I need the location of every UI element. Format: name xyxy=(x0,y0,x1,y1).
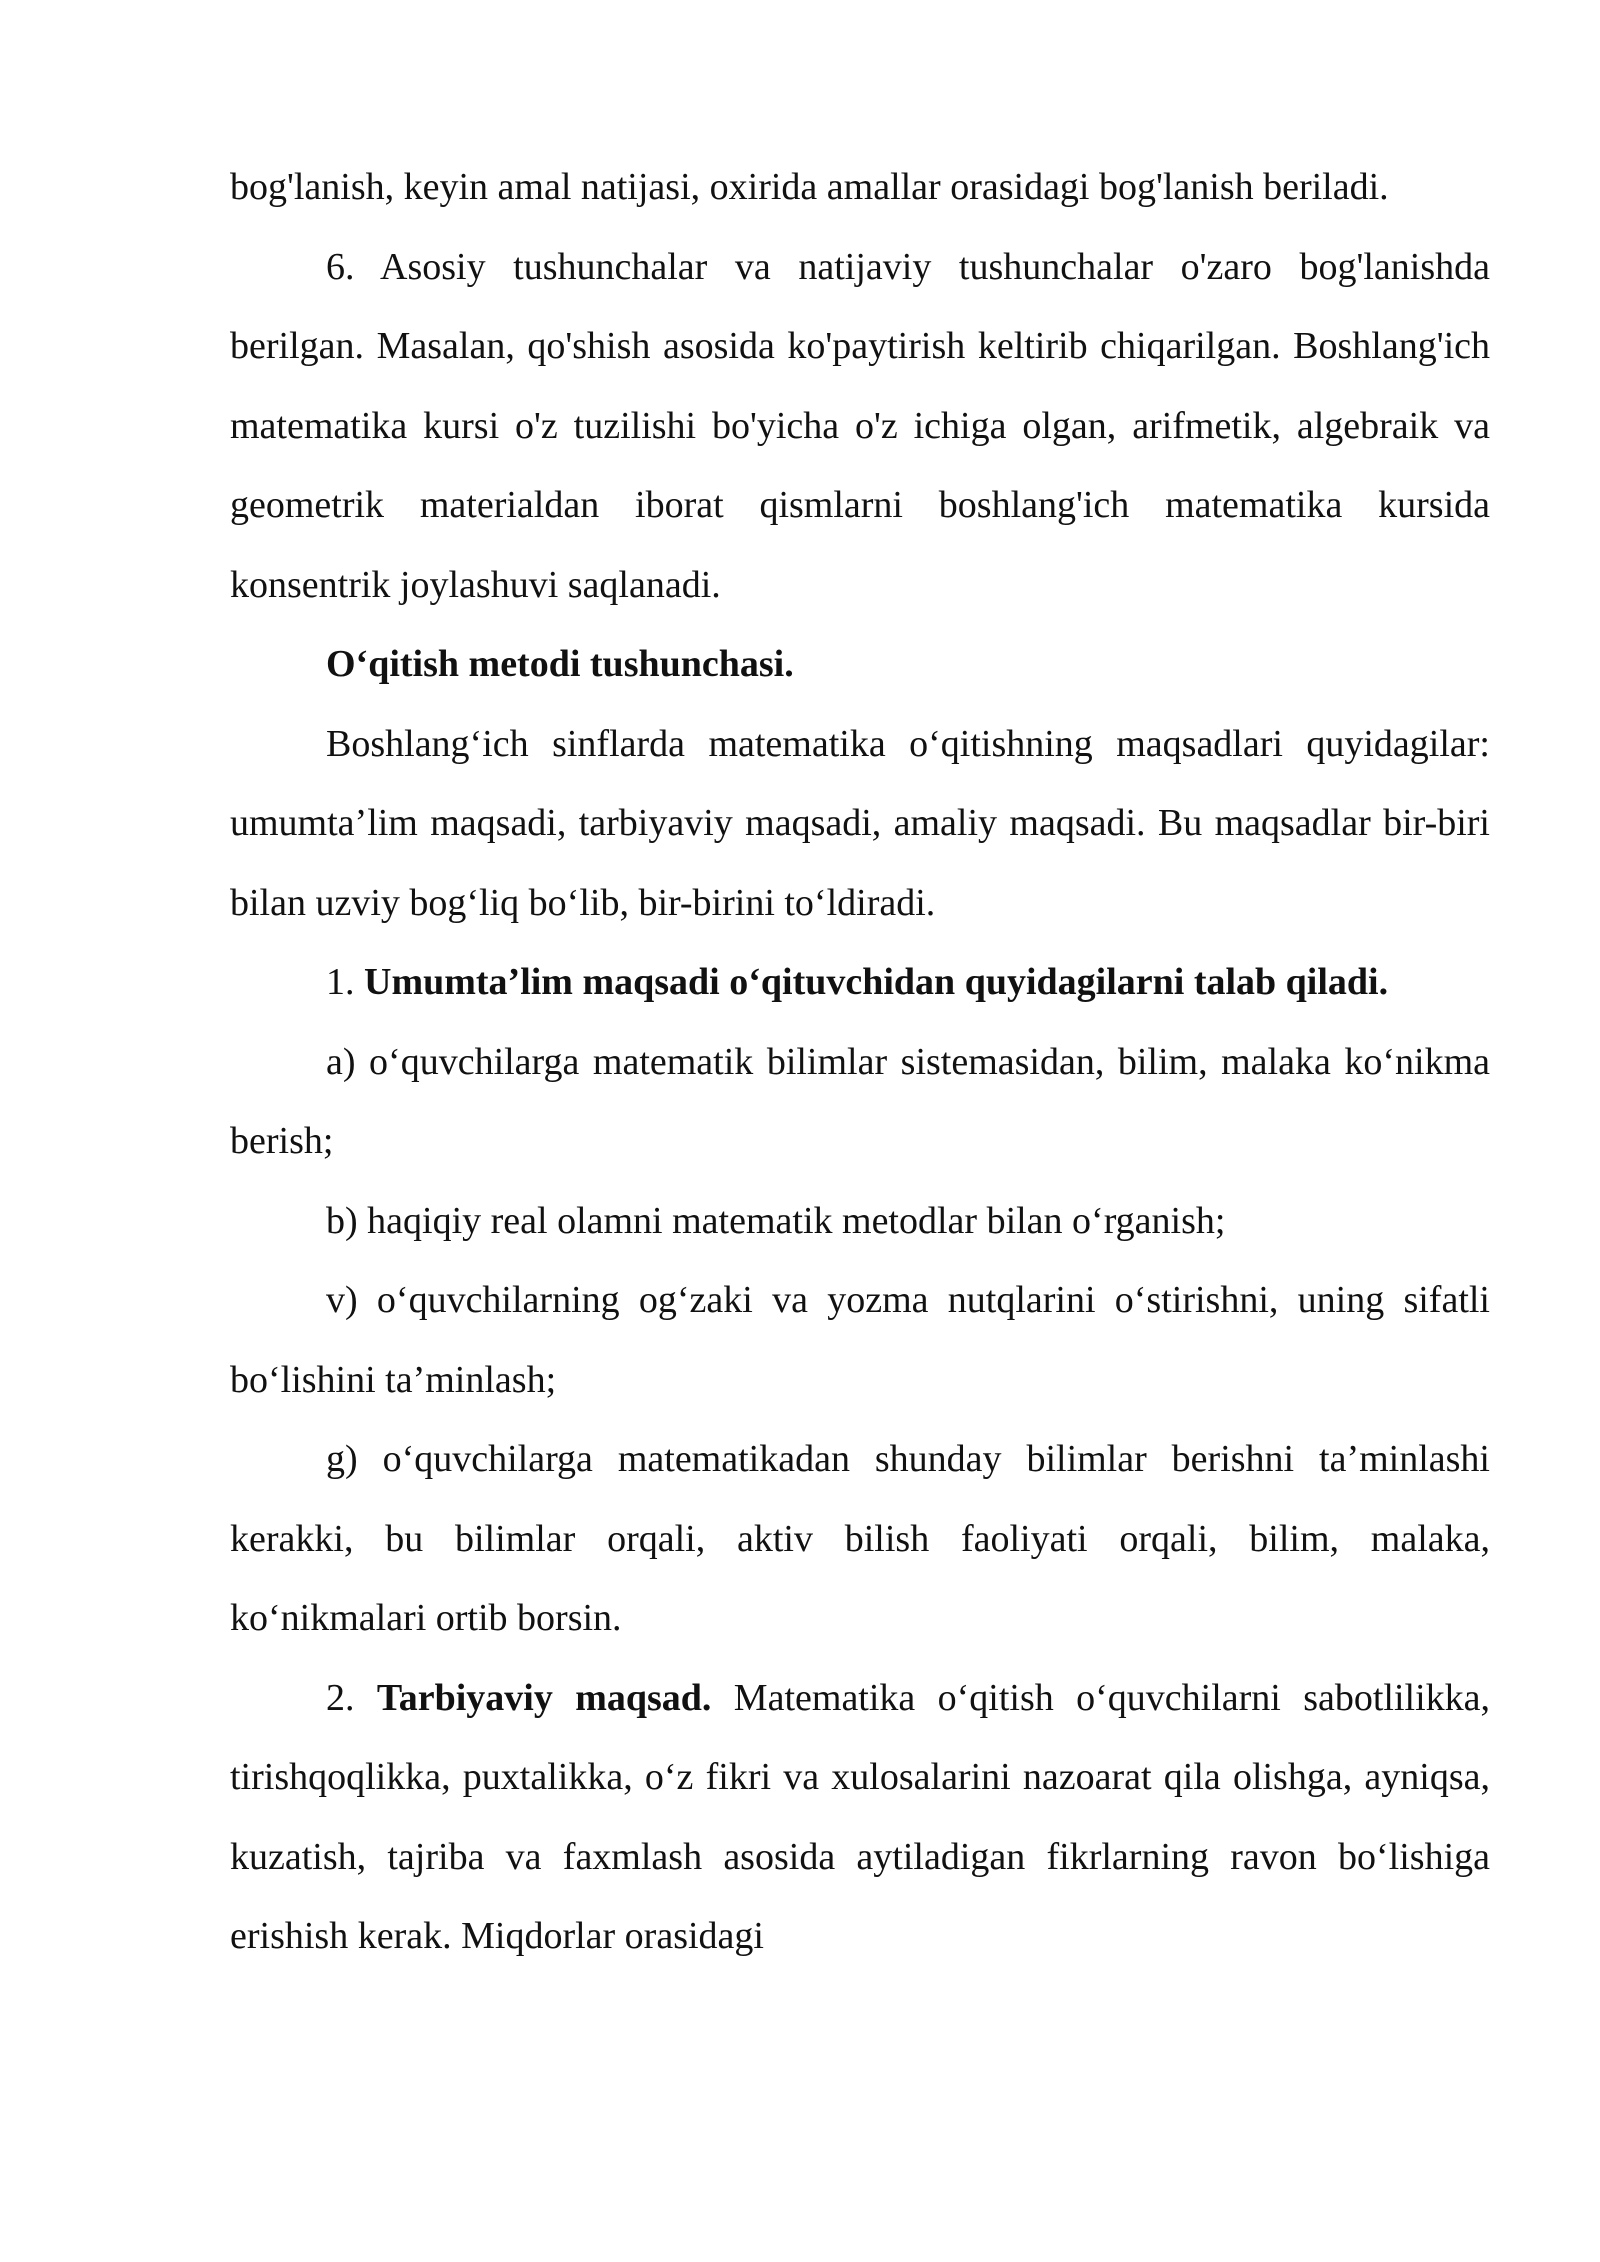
paragraph-goal-1 xyxy=(230,943,1490,1023)
document-page xyxy=(230,148,1490,1977)
list-item-v: v) o‘quvchilarning og‘zaki va yozma nutqlarini o‘stirishni, uning sifatli bo‘lishini ta’minlash; xyxy=(230,1279,1490,1401)
paragraph-point-6: 6. Asosiy tushunchalar va natijaviy tushunchalar o'zaro bog'lanishda berilgan. Masalan, qo'shish asosida ko'paytirish keltirib chiqarilgan. Boshlang'ich matematika kursi o'z tuzilishi bo'yicha o'z ichiga olgan, arifmetik, algebraik va geometrik materialdan iborat qismlarni boshlang'ich matematika kursida konsentrik joylashuvi saqlanadi. xyxy=(230,245,1490,606)
goal-2-title: Tarbiyaviy maqsad. xyxy=(376,1676,712,1719)
goal-1-title: Umumta’lim maqsadi o‘qituvchidan quyidagilarni talab qiladi. xyxy=(364,961,1389,1003)
paragraph-goal-2 xyxy=(230,1659,1490,1977)
paragraph-continuation: bog'lanish, keyin amal natijasi, oxirida amallar orasidagi bog'lanish beriladi. xyxy=(230,166,1389,208)
paragraph-goals-intro: Boshlang‘ich sinflarda matematika o‘qitishning maqsadlari quyidagilar: umumta’lim maqsadi, tarbiyaviy maqsadi, amaliy maqsadi. Bu maqsadlar bir-biri bilan uzviy bog‘liq bo‘lib, bir-birini to‘ldiradi. xyxy=(230,722,1490,924)
list-item-g: g) o‘quvchilarga matematikadan shunday bilimlar berishni ta’minlashi kerakki, bu bilimlar orqali, aktiv bilish faoliyati orqali, bilim, malaka, ko‘nikmalari ortib borsin. xyxy=(230,1438,1490,1639)
goal-1-number: 1. xyxy=(326,961,364,1003)
goal-2-number: 2. xyxy=(326,1676,377,1719)
list-item-a: a) o‘quvchilarga matematik bilimlar sistemasidan, bilim, malaka ko‘nikma berish; xyxy=(230,1040,1490,1162)
section-heading: O‘qitish metodi tushunchasi. xyxy=(326,643,794,685)
goal-2-body: Matematika o‘qitish o‘quvchilarni sabotlilikka, tirishqoqlikka, puxtalikka, o‘z fikri va xulosalarini nazoarat qila olishga, ayniqsa, kuzatish, tajriba va faxmlash asosida aytiladigan fikrlarning ravon bo‘lishiga erishish kerak. Miqdorlar orasidagi xyxy=(230,1676,1491,1957)
list-item-b: b) haqiqiy real olamni matematik metodlar bilan o‘rganish; xyxy=(326,1199,1226,1242)
